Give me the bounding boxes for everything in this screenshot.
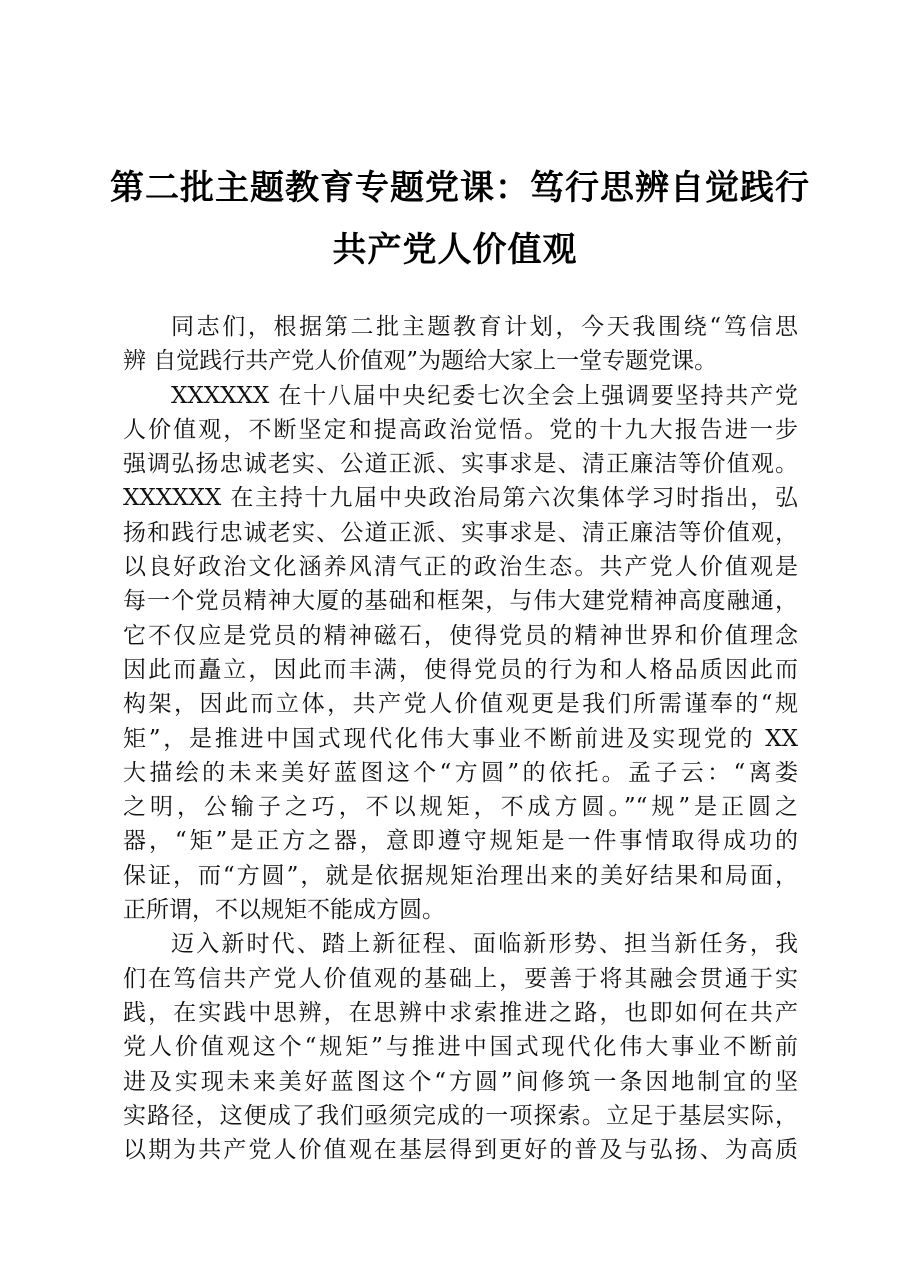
body-line: 扬和践行忠诚老实、公道正派、实事求是、清正廉洁等价值观，	[123, 519, 798, 546]
body-line: 以良好政治文化涵养风清气正的政治生态。共产党人价值观是	[123, 554, 798, 581]
body-line: 构架，因此而立体，共产党人价值观更是我们所需谨奉的“规	[123, 691, 798, 718]
body-line: XXXXXX 在主持十九届中央政治局第六次集体学习时指出，弘	[123, 485, 798, 512]
body-line: 进及实现未来美好蓝图这个“方圆”间修筑一条因地制宜的坚	[123, 1068, 798, 1095]
body-line: 践，在实践中思辨，在思辨中求索推进之路，也即如何在共产	[123, 999, 798, 1026]
body-line: 人价值观，不断坚定和提高政治觉悟。党的十九大报告进一步	[123, 416, 798, 443]
document-title-line-1: 第二批主题教育专题党课：笃行思辨自觉践行	[110, 168, 810, 208]
body-line: 党人价值观这个“规矩”与推进中国式现代化伟大事业不断前	[123, 1034, 798, 1061]
document-body	[123, 310, 798, 1167]
body-line: 正所谓，不以规矩不能成方圆。	[123, 897, 445, 924]
body-line: 大描绘的未来美好蓝图这个“方圆”的依托。孟子云：“离娄	[123, 759, 798, 786]
document-title-line-2: 共产党人价值观	[332, 230, 578, 270]
body-line: 之明，公输子之巧，不以规矩，不成方圆。”“规”是正圆之	[123, 794, 798, 821]
body-line: XXXXXX 在十八届中央纪委七次全会上强调要坚持共产党	[171, 382, 798, 409]
body-line: 器，“矩”是正方之器，意即遵守规矩是一件事情取得成功的	[123, 828, 798, 855]
body-line: 以期为共产党人价值观在基层得到更好的普及与弘扬、为高质	[123, 1137, 798, 1164]
body-line: 实路径，这便成了我们亟须完成的一项探索。立足于基层实际，	[123, 1102, 798, 1129]
body-line: 同志们，根据第二批主题教育计划，今天我围绕“笃信思	[171, 314, 798, 340]
body-line: 因此而矗立，因此而丰满，使得党员的行为和人格品质因此而	[123, 656, 798, 683]
body-line: 辨 自觉践行共产党人价值观”为题给大家上一堂专题党课。	[123, 348, 718, 375]
body-line: 们在笃信共产党人价值观的基础上，要善于将其融会贯通于实	[123, 965, 798, 992]
body-line: 每一个党员精神大厦的基础和框架，与伟大建党精神高度融通，	[123, 588, 798, 615]
body-line: 迈入新时代、踏上新征程、面临新形势、担当新任务，我	[171, 931, 798, 958]
body-line: 保证，而“方圆”，就是依据规矩治理出来的美好结果和局面，	[123, 862, 798, 889]
body-line: 它不仅应是党员的精神磁石，使得党员的精神世界和价值理念	[123, 622, 798, 649]
body-line: 强调弘扬忠诚老实、公道正派、实事求是、清正廉洁等价值观。	[123, 451, 798, 478]
body-line: 矩”，是推进中国式现代化伟大事业不断前进及实现党的 XX	[123, 725, 798, 752]
